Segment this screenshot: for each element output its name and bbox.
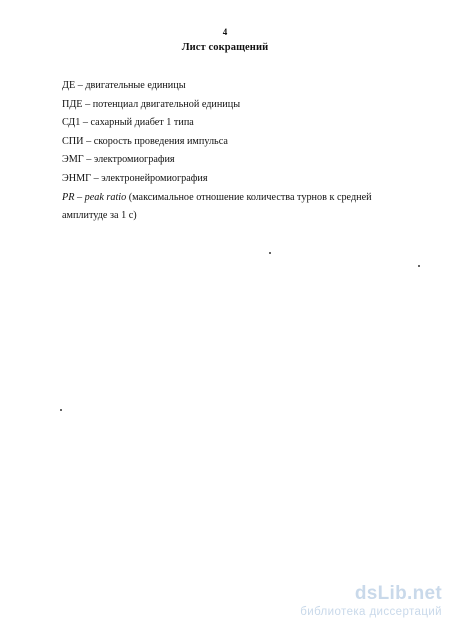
abbreviation-item <box>62 133 412 152</box>
abbreviation-term: ДЕ <box>62 80 76 91</box>
abbreviation-separator: – <box>83 154 94 166</box>
abbreviation-definition: скорость проведения импульса <box>93 135 228 147</box>
abbreviation-item <box>62 77 412 96</box>
abbreviation-definition: (максимальное отношение количества турнов к средней амплитуде за 1 с) <box>62 191 372 222</box>
abbreviation-separator: – <box>75 80 86 91</box>
abbreviation-item <box>62 151 412 170</box>
watermark-logo: dsLib.net <box>354 583 442 604</box>
scan-speck <box>60 409 62 411</box>
abbreviation-definition: электронейромиография <box>101 172 208 184</box>
abbreviation-term: СД1 <box>62 117 81 129</box>
abbreviation-definition-italic: peak ratio <box>84 191 127 203</box>
abbreviation-definition: двигательные единицы <box>85 80 186 91</box>
abbreviation-item <box>62 114 412 133</box>
abbreviation-term: ЭНМГ <box>62 172 92 184</box>
abbreviation-item <box>62 170 412 189</box>
abbreviation-separator: – <box>91 172 102 184</box>
abbreviation-term: ЭМГ <box>62 154 84 166</box>
abbreviation-definition: сахарный диабет 1 типа <box>90 117 194 129</box>
page-number: 4 <box>222 27 228 37</box>
page-title: Лист сокращений <box>181 42 269 53</box>
abbreviation-definition: потенциал двигательной единицы <box>92 98 241 110</box>
abbreviation-separator: – <box>82 98 93 110</box>
watermark-tagline: библиотека диссертаций <box>300 606 442 618</box>
abbreviation-item <box>62 189 412 226</box>
scan-speck <box>269 252 271 254</box>
scan-speck <box>418 265 420 267</box>
abbreviation-separator: – <box>80 117 91 129</box>
abbreviation-separator: – <box>83 135 94 147</box>
abbreviation-separator: – <box>74 191 85 203</box>
watermark <box>242 583 442 620</box>
abbreviation-term: ПДЕ <box>62 98 83 110</box>
abbreviation-term: PR <box>62 191 75 203</box>
abbreviation-definition: электромиография <box>93 154 175 166</box>
abbreviation-term: СПИ <box>62 135 84 147</box>
abbreviation-item <box>62 96 412 115</box>
abbreviation-list <box>62 77 412 226</box>
